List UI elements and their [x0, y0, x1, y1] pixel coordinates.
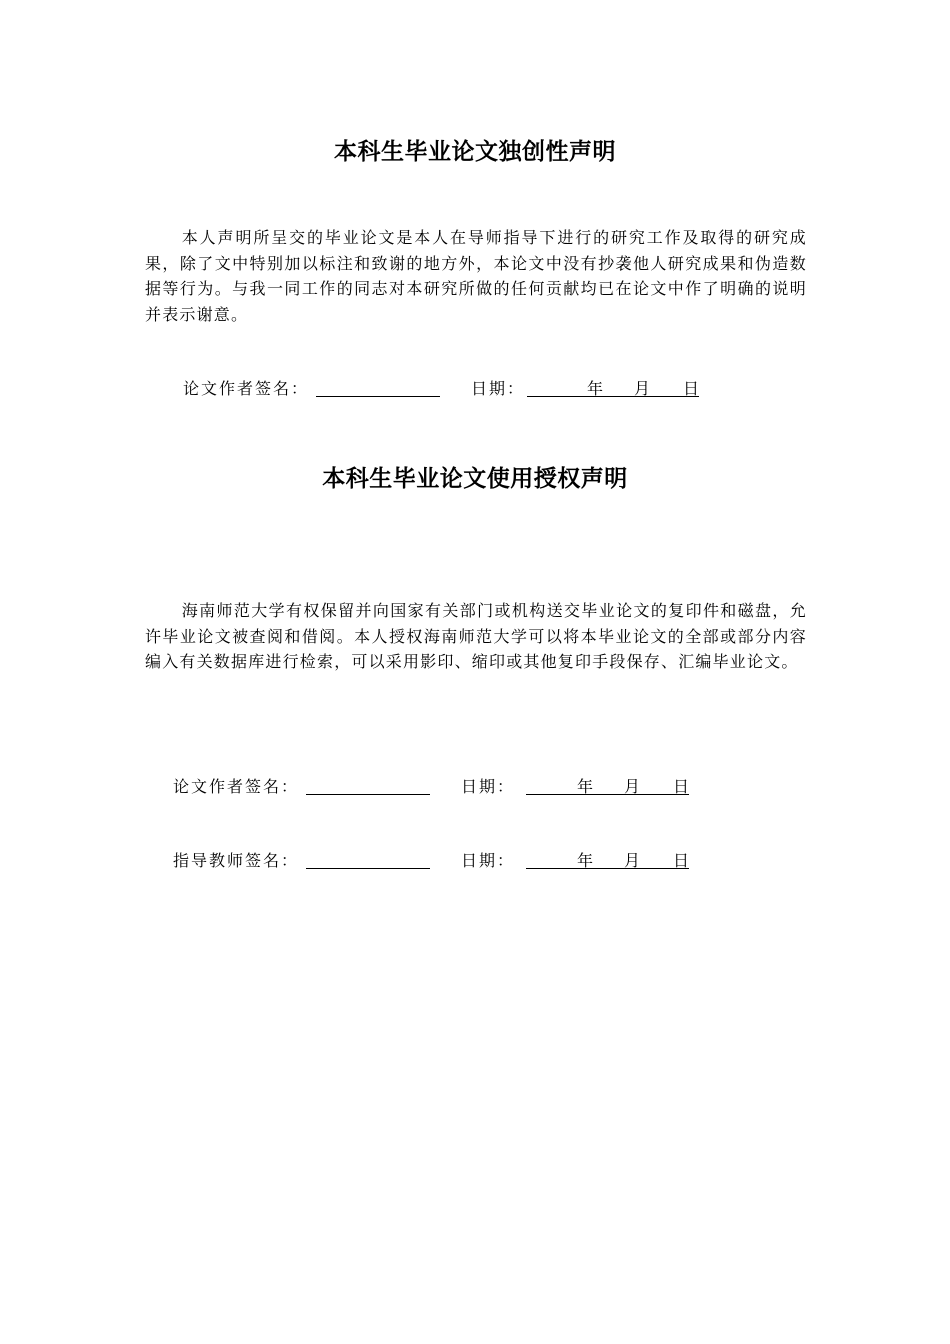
authorization-declaration-body: 海南师范大学有权保留并向国家有关部门或机构送交毕业论文的复印件和磁盘，允许毕业论文被查阅和借阅。本人授权海南师范大学可以将本毕业论文的全部或部分内容编入有关数据库进行检索，可以采用影印、缩印或其他复印手段保存、汇编毕业论文。 — [145, 601, 807, 671]
date-day-label: 日 — [673, 851, 692, 870]
authorization-declaration-title: 本科生毕业论文使用授权声明 — [322, 466, 628, 492]
authorization-advisor-signature-row — [173, 848, 703, 872]
date-day-label: 日 — [673, 777, 692, 796]
date-month-label: 月 — [624, 777, 643, 796]
originality-declaration-body: 本人声明所呈交的毕业论文是本人在导师指导下进行的研究工作及取得的研究成果，除了文中特别加以标注和致谢的地方外，本论文中没有抄袭他人研究成果和伪造数据等行为。与我一同工作的同志对本研究所做的任何贡献均已在论文中作了明确的说明并表示谢意。 — [145, 228, 807, 324]
authorization-author-signature-row — [173, 774, 703, 798]
originality-signature-row — [183, 376, 713, 400]
author-signature-line[interactable] — [306, 794, 430, 795]
author-signature-label: 论文作者签名： — [173, 777, 300, 796]
author-signature-line[interactable] — [316, 396, 440, 397]
date-day-label: 日 — [683, 379, 702, 398]
originality-declaration-title: 本科生毕业论文独创性声明 — [334, 139, 616, 165]
advisor-signature-line[interactable] — [306, 868, 430, 869]
author-date-line[interactable] — [526, 794, 689, 795]
advisor-date-label: 日期： — [461, 851, 516, 870]
date-line[interactable] — [527, 396, 699, 397]
date-month-label: 月 — [624, 851, 643, 870]
date-month-label: 月 — [634, 379, 653, 398]
date-year-label: 年 — [577, 851, 596, 870]
author-signature-label: 论文作者签名： — [183, 379, 310, 398]
author-date-label: 日期： — [461, 777, 516, 796]
advisor-signature-label: 指导教师签名： — [173, 851, 300, 870]
date-year-label: 年 — [587, 379, 606, 398]
advisor-date-line[interactable] — [526, 868, 689, 869]
date-year-label: 年 — [577, 777, 596, 796]
date-label: 日期： — [471, 379, 526, 398]
